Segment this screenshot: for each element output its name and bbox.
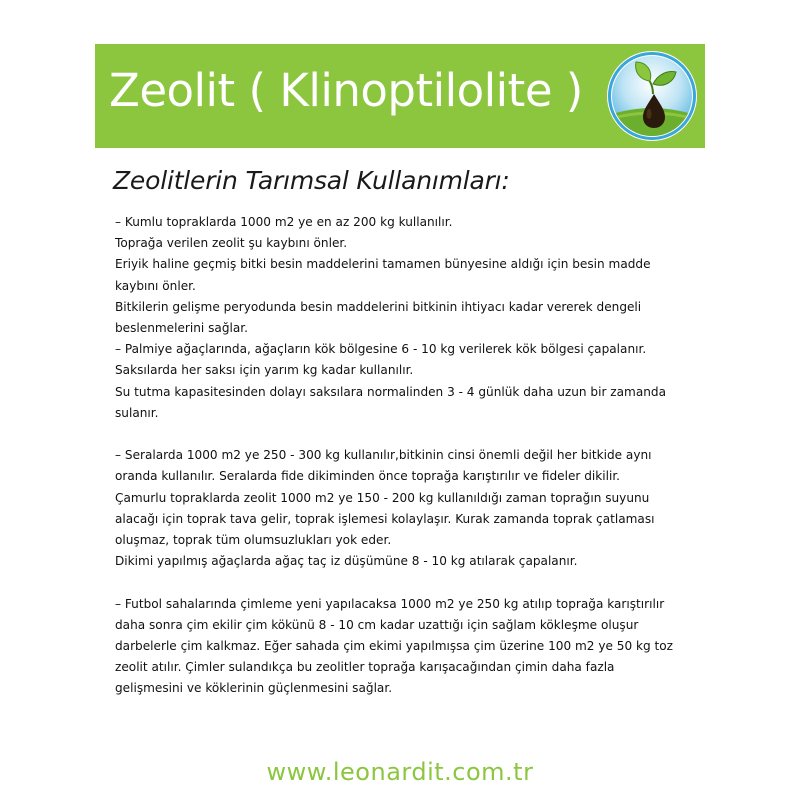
- text-line: – Palmiye ağaçlarında, ağaçların kök bölgesine 6 - 10 kg verilerek kök bölgesi çapalanır.: [115, 342, 647, 357]
- text-line: Bitkilerin gelişme peryodunda besin maddelerini bitkinin ihtiyacı kadar vererek dengeli: [115, 299, 642, 314]
- text-line: gelişmesini ve köklerinin güçlenmesini sağlar.: [115, 681, 393, 696]
- leaf-and-soil-drop-icon: [606, 50, 698, 142]
- section-heading: Zeolitlerin Tarımsal Kullanımları:: [113, 166, 510, 195]
- paragraph: [115, 212, 705, 424]
- paragraph-gap: [115, 572, 705, 593]
- text-line: zeolit atılır. Çimler sulandıkça bu zeolitler toprağa karışacağından çimin daha fazla: [115, 660, 615, 675]
- text-line: – Futbol sahalarında çimleme yeni yapılacaksa 1000 m2 ye 250 kg atılıp toprağa karıştırılır: [115, 596, 665, 611]
- text-line: daha sonra çim ekilir çim kökünü 8 - 10 cm kadar uzattığı için sağlam kökleşme oluşur: [115, 617, 639, 632]
- page-title: Zeolit ( Klinoptilolite ): [109, 64, 583, 117]
- text-line: beslenmelerini sağlar.: [115, 321, 248, 336]
- text-line: Saksılarda her saksı için yarım kg kadar kullanılır.: [115, 363, 414, 378]
- text-line: Toprağa verilen zeolit şu kaybını önler.: [115, 236, 348, 251]
- text-line: sulanır.: [115, 405, 159, 420]
- text-line: – Seralarda 1000 m2 ye 250 - 300 kg kullanılır,bitkinin cinsi önemli değil her bitkide aynı: [115, 448, 652, 463]
- paragraph: [115, 594, 705, 700]
- text-line: oranda kullanılır. Seralarda fide dikiminden önce toprağa karıştırılır ve fideler dikilir.: [115, 469, 621, 484]
- text-line: – Kumlu topraklarda 1000 m2 ye en az 200 kg kullanılır.: [115, 215, 453, 229]
- text-line: oluşmaz, toprak tüm olumsuzlukları yok eder.: [115, 533, 392, 548]
- text-line: Dikimi yapılmış ağaçlarda ağaç taç iz düşümüne 8 - 10 kg atılarak çapalanır.: [115, 554, 578, 569]
- text-line: alacağı için toprak tava gelir, toprak işlemesi kolaylaşır. Kurak zamanda toprak çatlaması: [115, 511, 655, 526]
- text-line: Eriyik haline geçmiş bitki besin maddelerini tamamen bünyesine aldığı için besin madde: [115, 257, 651, 272]
- body-text: [115, 212, 705, 700]
- website-link[interactable]: www.leonardit.com.tr: [266, 758, 534, 786]
- paragraph-gap: [115, 424, 705, 445]
- paragraph: [115, 445, 705, 572]
- text-line: Su tutma kapasitesinden dolayı saksılara normalinden 3 - 4 günlük daha uzun bir zamanda: [115, 384, 666, 399]
- text-line: Çamurlu topraklarda zeolit 1000 m2 ye 150 - 200 kg kullanıldığı zaman toprağın suyunu: [115, 490, 650, 505]
- text-line: kaybını önler.: [115, 278, 196, 293]
- text-line: darbelerle çim kalkmaz. Eğer sahada çim ekimi yapılmışsa çim üzerine 100 m2 ye 50 kg toz: [115, 639, 674, 654]
